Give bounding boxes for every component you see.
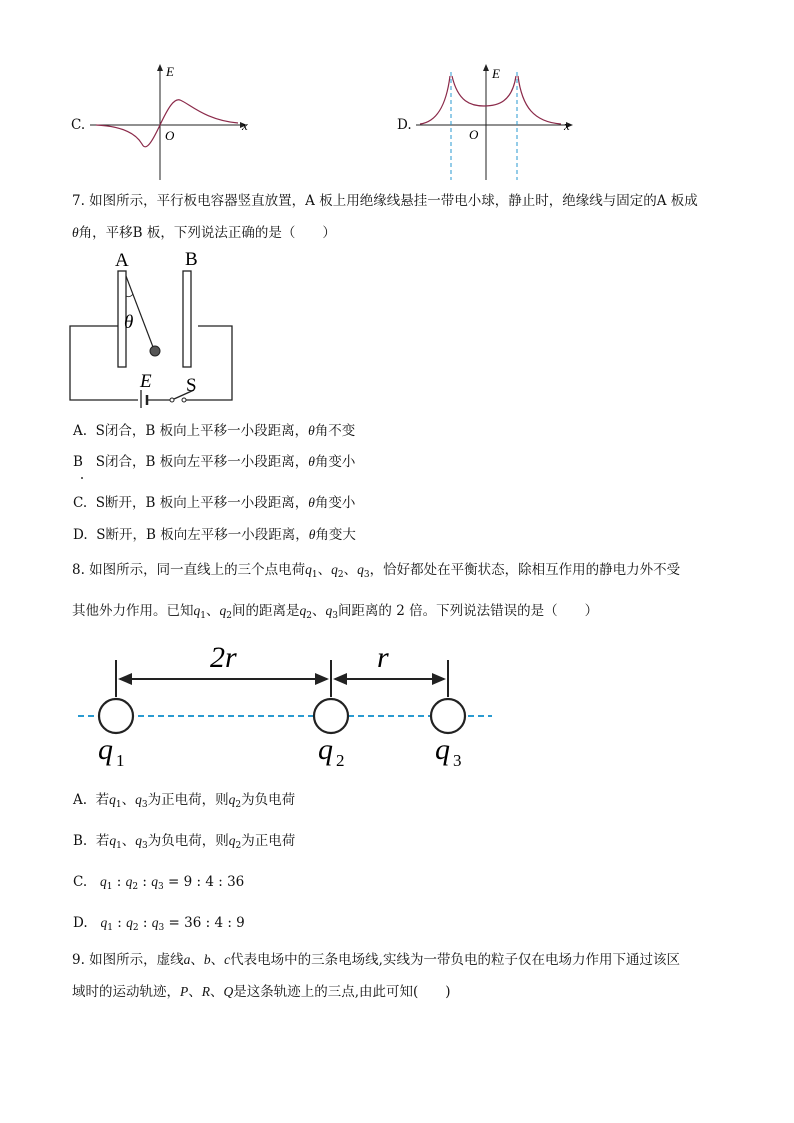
angle-arc: [126, 294, 133, 297]
axis-e-label: E: [492, 66, 500, 81]
plate-b: [183, 271, 191, 367]
origin-label: O: [165, 128, 175, 143]
q7-option-a[interactable]: A. S闭合，B 板向上平移一小段距离，θ角不变: [73, 423, 356, 439]
arrowhead-left: [118, 673, 132, 685]
figure-d-graph: [416, 62, 581, 182]
stray-dot: [81, 477, 83, 479]
q8-option-c[interactable]: C. $q_1$ : $q_2$ : $q_3 = 9$ : 4 : 36: [73, 874, 245, 892]
theta-label: θ: [124, 312, 134, 333]
curve-middle: [452, 76, 516, 106]
q8-option-d[interactable]: D. $q_1$ : $q_2$ : $q_3 = 36$ : 4 : 9: [73, 915, 245, 933]
charge-q3: [431, 699, 465, 733]
label-q1-sub: 1: [116, 751, 125, 770]
charged-ball: [150, 346, 160, 356]
q9-line2: 域时的运动轨迹，P、R、Q是这条轨迹上的三点,由此可知( ): [72, 984, 451, 1000]
q7-option-d[interactable]: D. S断开，B 板向左平移一小段距离，θ角变大: [73, 527, 356, 543]
arrowhead-right: [432, 673, 446, 685]
label-q2: q: [318, 733, 333, 766]
label-q3-sub: 3: [453, 751, 462, 770]
label-q1: q: [98, 733, 113, 766]
q7-option-b[interactable]: B S闭合，B 板向左平移一小段距离，θ角变小: [73, 454, 356, 470]
curve-left-outer: [420, 76, 450, 124]
option-d-label: D.: [397, 117, 412, 133]
charge-q2: [314, 699, 348, 733]
q7-line1: 7. 如图所示，平行板电容器竖直放置，A 板上用绝缘线悬挂一带电小球，静止时，绝缘线与固定的A 板成: [72, 193, 698, 209]
plate-b-label: B: [185, 249, 198, 270]
option-c-label: C.: [71, 117, 86, 133]
battery-label: E: [140, 371, 152, 392]
plate-a-label: A: [115, 250, 129, 271]
label-q2-sub: 2: [336, 751, 345, 770]
charge-q1: [99, 699, 133, 733]
capacitor-diagram: [62, 246, 247, 408]
e-axis-arrow: [157, 64, 163, 71]
charges-diagram: [70, 635, 500, 775]
axis-x-label: x: [564, 118, 570, 133]
switch-contact: [182, 398, 186, 402]
switch-label: S: [186, 375, 197, 396]
q7-line2: θ角，平移B 板，下列说法正确的是（ ）: [72, 225, 336, 241]
q8-option-a[interactable]: A. 若$q_1$、$q_3$为正电荷，则$q_2$为负电荷: [73, 792, 296, 810]
q9-line1: 9. 如图所示，虚线a、b、c代表电场中的三条电场线,实线为一带负电的粒子仅在电场力作用下通过该区: [72, 952, 680, 968]
curve-right-outer: [518, 76, 561, 124]
label-q3: q: [435, 733, 450, 766]
origin-label: O: [469, 127, 479, 142]
q8-option-b[interactable]: B. 若$q_1$、$q_3$为负电荷，则$q_2$为正电荷: [73, 833, 296, 851]
arrowhead-right: [315, 673, 329, 685]
axis-x-label: x: [242, 118, 248, 133]
arrowhead-left: [333, 673, 347, 685]
figure-c-graph: [90, 62, 255, 182]
q7-option-c[interactable]: C. S断开，B 板向上平移一小段距离，θ角变小: [73, 495, 356, 511]
label-2r: 2r: [210, 641, 237, 674]
axis-e-label: E: [166, 64, 174, 79]
left-wire: [70, 326, 138, 400]
q8-line1: 8. 如图所示，同一直线上的三个点电荷$q_1$、$q_2$、$q_3$，恰好都处在平衡状态，除相互作用的静电力外不受: [72, 562, 681, 580]
switch-pivot: [170, 398, 174, 402]
q8-line2: 其他外力作用。已知$q_1$、$q_2$间的距离是$q_2$、$q_3$间距离的 2 倍。下列说法错误的是（ ）: [72, 603, 599, 621]
label-r: r: [377, 641, 389, 674]
e-axis-arrow: [483, 64, 489, 71]
